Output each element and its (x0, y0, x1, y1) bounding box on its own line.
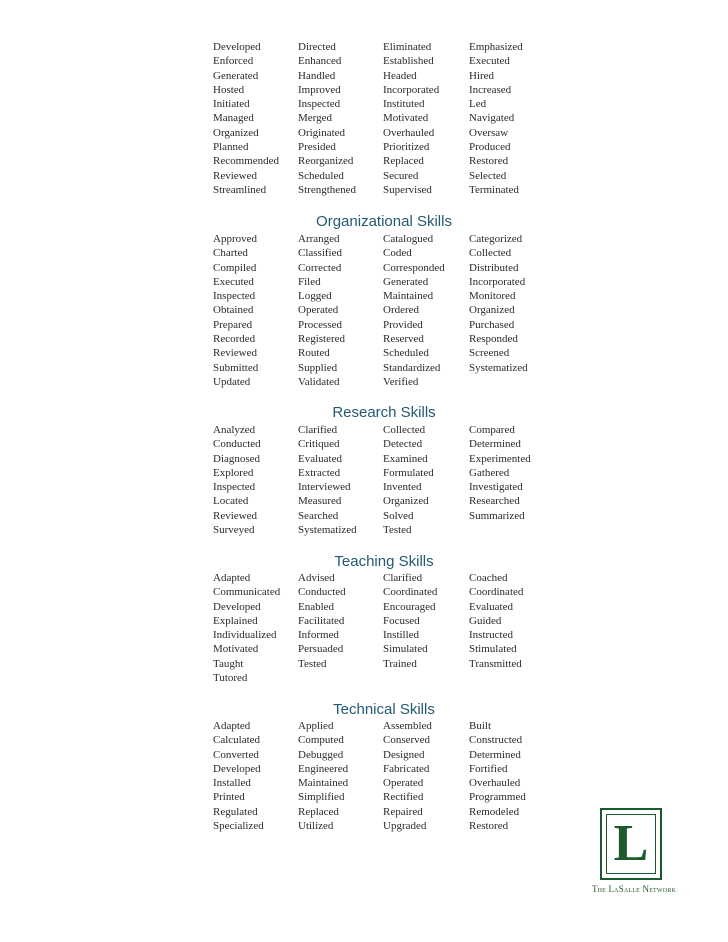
skill-word: Secured (383, 169, 419, 182)
skill-word: Invented (383, 481, 422, 494)
skill-word: Fortified (469, 762, 508, 775)
skill-word: Researched (469, 495, 520, 508)
skill-word: Simulated (383, 643, 428, 656)
skill-word: Extracted (298, 466, 341, 479)
skill-word: Classified (298, 247, 342, 260)
skill-word: Coached (469, 572, 508, 584)
skill-word: Debugged (298, 748, 344, 761)
skill-word: Searched (298, 509, 339, 522)
skill-word: Transmitted (469, 657, 522, 670)
skill-word: Guided (469, 614, 502, 627)
skill-word: Strengthened (298, 183, 357, 196)
skill-word: Adapted (213, 720, 251, 732)
skill-word: Tested (383, 524, 412, 537)
skill-word: Reorganized (298, 155, 354, 168)
skill-word: Approved (213, 233, 257, 245)
skill-word: Emphasized (469, 41, 523, 53)
skill-word: Generated (383, 275, 429, 288)
skill-word: Developed (213, 600, 261, 613)
skill-word: Hired (469, 69, 495, 82)
skill-word: Trained (383, 657, 417, 670)
skill-word: Taught (213, 657, 244, 670)
skill-word: Coordinated (383, 586, 438, 599)
skill-word: Registered (298, 333, 346, 346)
skill-word: Prepared (213, 318, 253, 331)
skill-word: Developed (213, 41, 261, 53)
skill-word: Assembled (383, 720, 432, 732)
lasalle-logo (600, 808, 662, 880)
skill-word: Headed (383, 69, 417, 82)
skill-word: Remodeled (469, 805, 520, 818)
skill-word: Solved (383, 509, 414, 522)
skills-grid-technical (213, 719, 555, 833)
skill-word: Fabricated (383, 762, 430, 775)
skill-word: Planned (213, 141, 249, 154)
skill-word: Navigated (469, 112, 515, 125)
skill-word: Clarified (298, 424, 338, 436)
skill-word: Increased (469, 83, 512, 96)
skill-word: Converted (213, 748, 259, 761)
skill-word: Detected (383, 438, 423, 451)
skill-word: Restored (469, 155, 509, 168)
skill-word: Printed (213, 791, 245, 804)
skill-word: Streamlined (213, 183, 267, 196)
skill-word: Evaluated (469, 600, 513, 613)
skills-grid-research (213, 423, 555, 537)
skill-word: Gathered (469, 466, 510, 479)
skill-word: Categorized (469, 233, 523, 245)
skill-word: Arranged (298, 233, 340, 245)
skill-word: Directed (298, 41, 336, 53)
skill-word: Collected (383, 424, 426, 436)
skill-word: Tested (298, 657, 327, 670)
skill-word: Upgraded (383, 820, 427, 833)
skill-word: Supplied (298, 361, 338, 374)
skill-word: Corrected (298, 261, 342, 274)
skill-word (469, 523, 555, 537)
skill-word: Tutored (213, 672, 248, 685)
skill-word: Installed (213, 777, 251, 790)
skill-word: Examined (383, 452, 428, 465)
skill-word: Validated (298, 375, 340, 388)
skill-word: Collected (469, 247, 512, 260)
skill-word: Obtained (213, 304, 254, 317)
skill-word: Inspected (213, 290, 256, 303)
skill-word: Engineered (298, 762, 349, 775)
skill-word: Standardized (383, 361, 441, 374)
skill-word: Hosted (213, 83, 245, 96)
heading-research-skills: Research Skills (332, 404, 436, 421)
skill-word: Established (383, 55, 434, 68)
skill-word: Organized (213, 126, 259, 139)
skill-word: Interviewed (298, 481, 351, 494)
skill-word: Maintained (298, 777, 349, 790)
skill-word: Built (469, 720, 492, 732)
skill-word: Maintained (383, 290, 434, 303)
skill-word: Eliminated (383, 41, 432, 53)
logo-letter: L (606, 814, 656, 874)
skill-word: Ordered (383, 304, 420, 317)
skill-word: Submitted (213, 361, 259, 374)
skill-word: Generated (213, 69, 259, 82)
heading-organizational-skills: Organizational Skills (316, 213, 452, 230)
skill-word: Persuaded (298, 643, 344, 656)
skill-word: Systematized (298, 524, 357, 537)
skills-grid-leadership (213, 40, 555, 197)
skill-word: Executed (469, 55, 510, 68)
skill-word: Coded (383, 247, 412, 260)
skill-word: Advised (298, 572, 335, 584)
skill-word: Simplified (298, 791, 345, 804)
skill-word: Operated (383, 777, 424, 790)
skill-word: Summarized (469, 509, 525, 522)
skill-word: Motivated (213, 643, 259, 656)
skill-word: Charted (213, 247, 248, 260)
skill-word: Conducted (298, 586, 346, 599)
skill-word: Motivated (383, 112, 429, 125)
skill-word: Utilized (298, 820, 334, 833)
skill-word: Repaired (383, 805, 423, 818)
skill-word: Communicated (213, 586, 281, 599)
skill-word: Encouraged (383, 600, 436, 613)
skill-word: Distributed (469, 261, 519, 274)
skill-word: Designed (383, 748, 425, 761)
skill-word: Executed (213, 275, 254, 288)
skill-word: Oversaw (469, 126, 509, 139)
skill-word: Originated (298, 126, 346, 139)
skill-word: Enhanced (298, 55, 342, 68)
skill-word: Focused (383, 614, 420, 627)
skill-word: Analyzed (213, 424, 256, 436)
skills-grid-organizational (213, 232, 555, 389)
skill-word: Individualized (213, 629, 277, 642)
skill-word: Screened (469, 347, 510, 360)
skill-word: Scheduled (383, 347, 429, 360)
skill-word: Evaluated (298, 452, 342, 465)
skill-word: Diagnosed (213, 452, 261, 465)
skill-word: Initiated (213, 98, 250, 111)
skill-word: Recommended (213, 155, 279, 168)
skill-word: Corresponded (383, 261, 445, 274)
skill-word: Organized (383, 495, 429, 508)
skill-word: Calculated (213, 734, 261, 747)
skill-word: Specialized (213, 820, 264, 833)
skill-word: Verified (383, 375, 419, 388)
skill-word: Systematized (469, 361, 528, 374)
skill-word (469, 375, 555, 389)
skill-word: Rectified (383, 791, 424, 804)
skill-word: Enforced (213, 55, 254, 68)
heading-teaching-skills: Teaching Skills (334, 553, 434, 570)
skill-word: Compiled (213, 261, 257, 274)
brand-name: The LaSalle Network (591, 884, 677, 894)
skill-word: Conducted (213, 438, 261, 451)
skill-word: Explained (213, 614, 258, 627)
skill-word: Overhauled (383, 126, 435, 139)
skill-word: Developed (213, 762, 261, 775)
skill-word: Informed (298, 629, 339, 642)
skill-word: Organized (469, 304, 515, 317)
skill-word (298, 671, 383, 685)
skill-word: Catalogued (383, 233, 434, 245)
skill-word: Reviewed (213, 509, 257, 522)
skill-word: Coordinated (469, 586, 524, 599)
skill-word: Facilitated (298, 614, 345, 627)
skill-word: Conserved (383, 734, 431, 747)
skill-word: Reserved (383, 333, 424, 346)
skill-word: Selected (469, 169, 507, 182)
skill-word: Scheduled (298, 169, 344, 182)
skill-word: Determined (469, 438, 521, 451)
skill-word: Reviewed (213, 169, 257, 182)
skill-word: Routed (298, 347, 330, 360)
skill-word: Managed (213, 112, 254, 125)
skill-word: Recorded (213, 333, 256, 346)
skill-word: Replaced (298, 805, 339, 818)
skill-word: Adapted (213, 572, 251, 584)
skill-word: Responded (469, 333, 518, 346)
skill-word: Prioritized (383, 141, 430, 154)
skill-word: Handled (298, 69, 336, 82)
skill-word: Improved (298, 83, 341, 96)
skill-word: Led (469, 98, 487, 111)
skill-word: Experimented (469, 452, 531, 465)
skill-word (469, 671, 555, 685)
skill-word: Produced (469, 141, 511, 154)
skill-word: Presided (298, 141, 336, 154)
skill-word: Constructed (469, 734, 523, 747)
skill-word: Processed (298, 318, 342, 331)
skill-word: Explored (213, 466, 254, 479)
skill-word: Terminated (469, 183, 519, 196)
skill-word: Logged (298, 290, 332, 303)
skill-word: Incorporated (469, 275, 526, 288)
skill-word: Incorporated (383, 83, 440, 96)
skill-word: Filed (298, 275, 321, 288)
skill-word: Surveyed (213, 524, 255, 537)
skill-word: Enabled (298, 600, 335, 613)
skills-grid-teaching (213, 571, 555, 685)
skill-word: Instructed (469, 629, 513, 642)
heading-technical-skills: Technical Skills (333, 701, 435, 718)
skill-word: Reviewed (213, 347, 257, 360)
skill-word: Instituted (383, 98, 425, 111)
skill-word: Formulated (383, 466, 434, 479)
skill-word: Updated (213, 375, 251, 388)
skill-word: Inspected (213, 481, 256, 494)
skill-word: Merged (298, 112, 333, 125)
skill-word: Inspected (298, 98, 341, 111)
skill-word: Monitored (469, 290, 516, 303)
skill-word: Programmed (469, 791, 526, 804)
skill-word: Investigated (469, 481, 523, 494)
skill-word: Critiqued (298, 438, 340, 451)
skill-word: Purchased (469, 318, 515, 331)
skill-word: Replaced (383, 155, 424, 168)
skill-word: Instilled (383, 629, 420, 642)
skill-word: Supervised (383, 183, 432, 196)
skill-word: Measured (298, 495, 342, 508)
skill-word: Computed (298, 734, 344, 747)
skill-word: Applied (298, 720, 334, 732)
skill-word: Determined (469, 748, 521, 761)
skill-word: Restored (469, 820, 509, 833)
skill-word: Compared (469, 424, 515, 436)
skill-word: Operated (298, 304, 339, 317)
skill-word: Overhauled (469, 777, 521, 790)
skill-word: Regulated (213, 805, 258, 818)
skill-word: Clarified (383, 572, 423, 584)
skill-word: Stimulated (469, 643, 517, 656)
skill-word (383, 671, 469, 685)
skill-word: Located (213, 495, 249, 508)
skill-word: Provided (383, 318, 423, 331)
